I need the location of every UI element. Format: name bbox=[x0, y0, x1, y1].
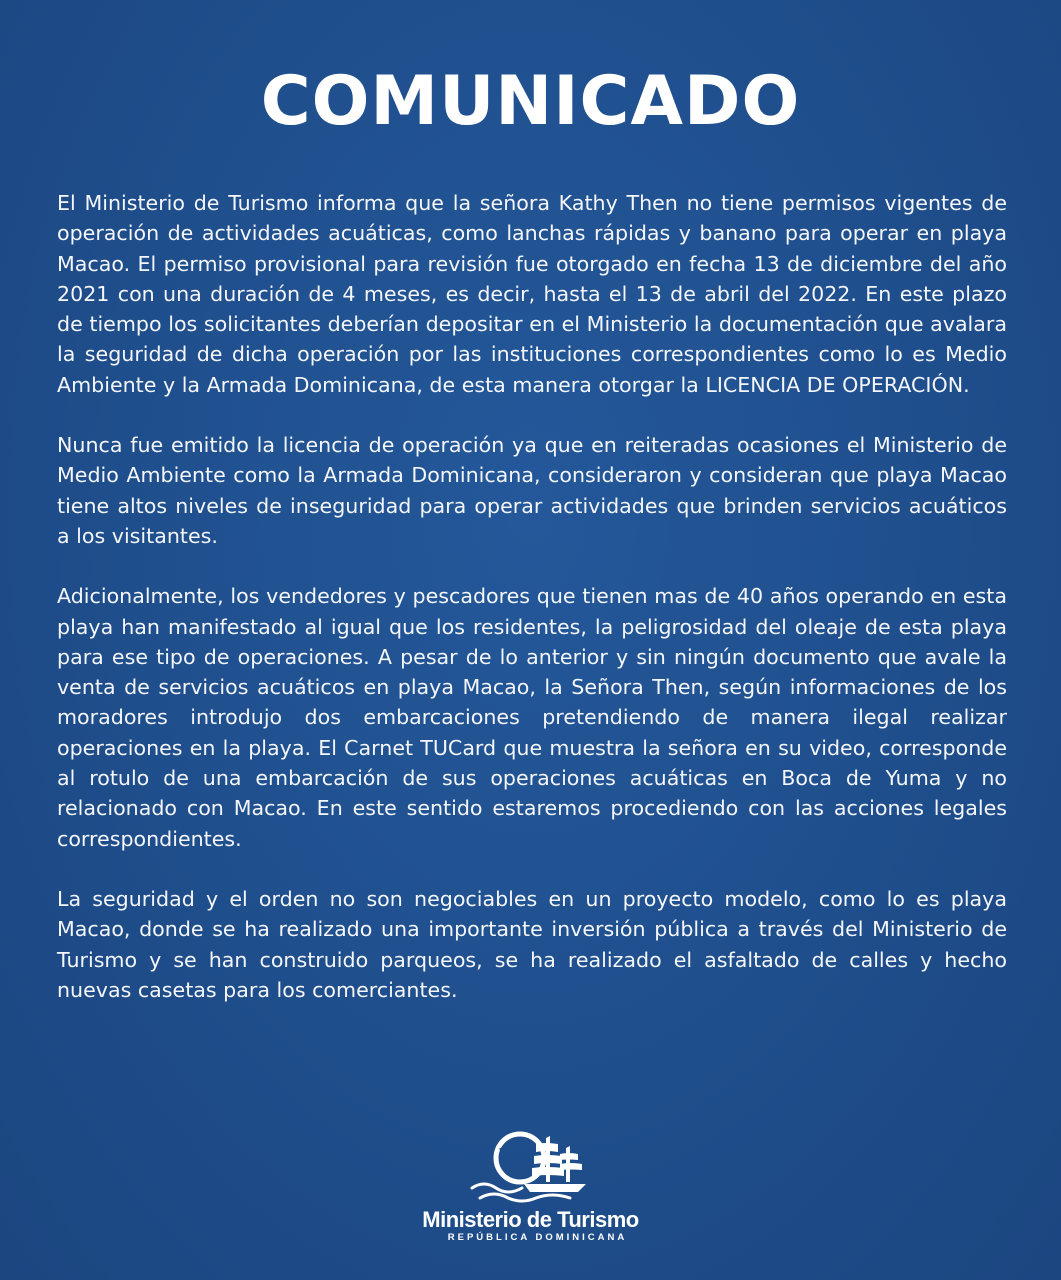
logo-country: REPÚBLICA DOMINICANA bbox=[447, 1232, 628, 1243]
ship-sun-logo-icon bbox=[466, 1128, 596, 1206]
paragraph-4: La seguridad y el orden no son negociables en un proyecto modelo, como lo es playa Macao, donde se ha realizado una importante inversión pública a través del Ministerio de Turismo y se han construido parqueos, se ha realizado el asfaltado de calles y hecho nuevas casetas para los comerciantes. bbox=[57, 886, 1007, 1002]
communique-body bbox=[57, 188, 1007, 1035]
ministry-logo bbox=[0, 1128, 1061, 1244]
paragraph-3: Adicionalmente, los vendedores y pescadores que tienen mas de 40 años operando en esta playa han manifestado al igual que los residentes, la peligrosidad del oleaje de esta playa para ese tipo de operaciones. A pesar de lo anterior y sin ningún documento que avale la venta de servicios acuáticos en playa Macao, la Señora Then, según informaciones de los moradores introdujo dos embarcaciones pretendiendo de manera ilegal realizar operaciones en la playa. El Carnet TUCard que muestra la señora en su video, corresponde al rotulo de una embarcación de sus operaciones acuáticas en Boca de Yuma y no relacionado con Macao. En este sentido estaremos procediendo con las acciones legales correspondientes. bbox=[57, 584, 1007, 851]
paragraph-1: El Ministerio de Turismo informa que la señora Kathy Then no tiene permisos vigentes de operación de actividades acuáticas, como lanchas rápidas y banano para operar en playa Macao. El permiso provisional para revisión fue otorgado en fecha 13 de diciembre del año 2021 con una duración de 4 meses, es decir, hasta el 13 de abril del 2022. En este plazo de tiempo los solicitantes deberían depositar en el Ministerio la documentación que avalara la seguridad de dicha operación por las instituciones correspondientes como lo es Medio Ambiente y la Armada Dominicana, de esta manera otorgar la LICENCIA DE OPERACIÓN. bbox=[57, 191, 1007, 397]
paragraph-2: Nunca fue emitido la licencia de operación ya que en reiteradas ocasiones el Ministerio de Medio Ambiente como la Armada Dominicana, consideraron y consideran que playa Macao tiene altos niveles de inseguridad para operar actividades que brinden servicios acuáticos a los visitantes. bbox=[57, 433, 1007, 548]
page-title: COMUNICADO bbox=[260, 62, 801, 141]
logo-name: Ministerio de Turismo bbox=[422, 1207, 639, 1232]
